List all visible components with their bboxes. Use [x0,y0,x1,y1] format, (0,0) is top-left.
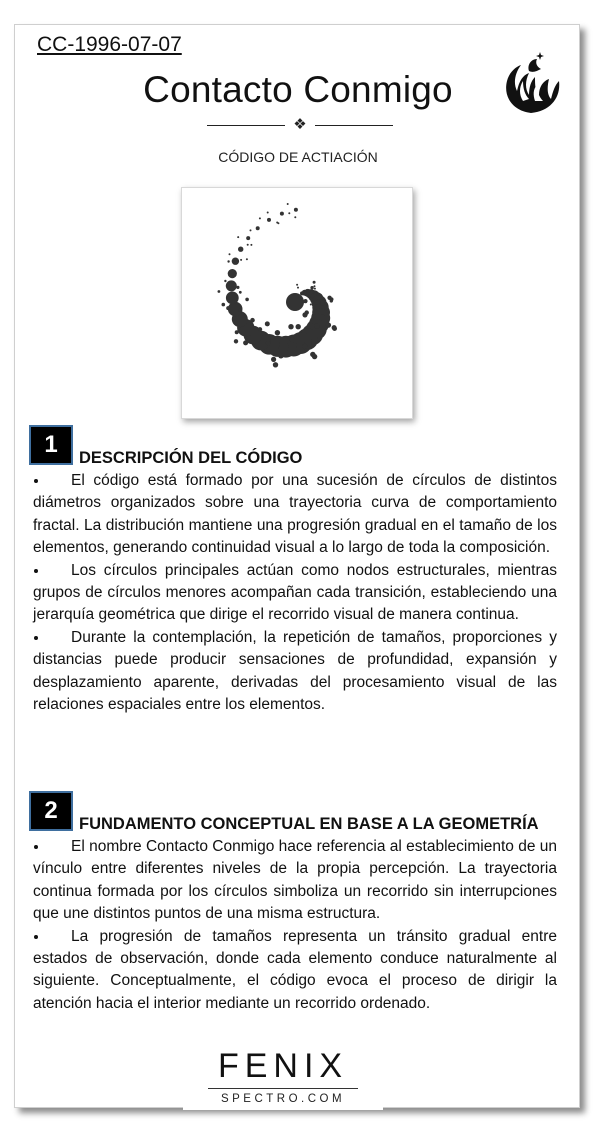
section-body-2 [33,836,557,1015]
spiral-circle [302,312,307,317]
spiral-circle [240,259,242,261]
spiral-circle [290,337,295,342]
paragraph: El nombre Contacto Conmigo hace referencia al establecimiento de un vínculo entre diferentes niveles de la propia percepción. La trayectoria continua formada por los círculos simboliza un recorrido sin interrupciones que une distintos puntos de una misma estructura. [33,838,557,923]
spiral-circle [239,291,242,294]
ornament-icon: ❖ [293,116,307,133]
spiral-circle [267,212,269,214]
spiral-circle [276,222,278,224]
spiral-circle [232,258,239,265]
spiral-circle [265,321,270,326]
phoenix-emblem-icon [499,51,563,117]
spiral-circle [258,327,262,331]
section-body-1 [33,470,557,716]
spiral-circle [229,253,231,255]
spiral-circle [238,247,243,252]
spiral-circle [314,288,316,290]
spiral-circle [275,330,280,335]
paragraph: Los círculos principales actúan como nodos estructurales, mientras grupos de círculos menores acompañan cada transición, estableciendo una jerarquía geométrica que dirige el recorrido visual de manera continua. [33,561,557,624]
spiral-circle [280,212,284,216]
paragraph: Durante la contemplación, la repetición de tamaños, proporciones y distancias puede producir sensaciones de profundidad, expansión y desplazamiento aparente, derivadas del procesamiento visual de las relaciones espaciales entre los elementos. [33,628,557,714]
spiral-circle [234,339,238,343]
page-subtitle: CÓDIGO DE ACTIACIÓN [218,149,378,165]
divider-line-right [315,125,393,126]
paragraph: La progresión de tamaños representa un tránsito gradual entre estados de observación, donde cada elemento conduce naturalmente al siguiente. Conceptualmente, el código evoca el proceso de dirigir la atención hacia el interior mediante un recorrido ordenado. [33,927,557,1012]
spiral-circle [303,299,307,303]
spiral-circle [250,244,252,246]
spiral-circle [332,325,337,330]
spiral-circle [310,304,312,306]
section-number-1: 1 [29,425,73,465]
bullet-icon [33,560,71,582]
bullet-icon [33,470,71,492]
spiral-circle [287,203,289,205]
section-number-2: 2 [29,791,73,831]
code-id: CC-1996-07-07 [37,33,182,56]
brand-divider [208,1088,358,1089]
spiral-circle [227,260,229,262]
spiral-circle [222,303,226,307]
spiral-circle [259,217,261,219]
spiral-circle [286,293,304,311]
brand-site: SPECTRO.COM [220,1093,346,1105]
spiral-circle [297,287,299,289]
spiral-circle [226,292,239,305]
spiral-circle [271,357,276,362]
paragraph: El código está formado por una sucesión de círculos de distintos diámetros organizados sobre una trayectoria curva de comportamiento fractal. La distribución mantiene una progresión gradual en el tamaño de los elementos, generando continuidad visual a lo largo de toda la composición. [33,472,557,557]
spiral-circle [313,281,316,284]
spiral-circle [245,298,249,302]
section-title-1: DESCRIPCIÓN DEL CÓDIGO [79,449,303,467]
spiral-circle [218,290,221,293]
divider-line-left [207,125,285,126]
spiral-circle [288,212,290,214]
title-divider [207,117,393,133]
section-title-2: FUNDAMENTO CONCEPTUAL EN BASE A LA GEOMETRÍA [79,815,539,833]
spiral-circle [273,362,278,367]
spiral-circle [310,286,313,289]
spiral-circle [266,341,271,346]
bullet-icon [33,926,71,948]
bullet-icon [33,627,71,649]
spiral-circle [256,226,260,230]
info-card [14,24,580,1108]
brand-name: FENIX [217,1047,349,1085]
spiral-circle [314,323,319,328]
spiral-circle [320,301,325,306]
spiral-circle [250,229,252,231]
spiral-circle [296,284,298,286]
spiral-circle [228,269,237,278]
spiral-circle [294,208,298,212]
footer-brand [183,1044,383,1110]
spiral-circle [314,285,316,287]
spiral-circle [226,280,237,291]
page-title: Contacto Conmigo [143,69,453,110]
activation-code-image [181,187,413,419]
spiral-circle [247,244,249,246]
spiral-circle [326,322,331,327]
spiral-circle [246,236,250,240]
spiral-circle [296,324,301,329]
spiral-circle [327,296,331,300]
spiral-circle [246,258,248,260]
spiral-circle [237,236,239,238]
spiral-circle [224,280,226,282]
bullet-icon [33,836,71,858]
fractal-circle-spiral [182,188,412,418]
spiral-circle [302,344,307,349]
spiral-circle [288,324,293,329]
spiral-circle [310,352,315,357]
spiral-circle [238,309,241,312]
spiral-circle [267,218,271,222]
spiral-circle [235,330,239,334]
spiral-circle [294,216,296,218]
